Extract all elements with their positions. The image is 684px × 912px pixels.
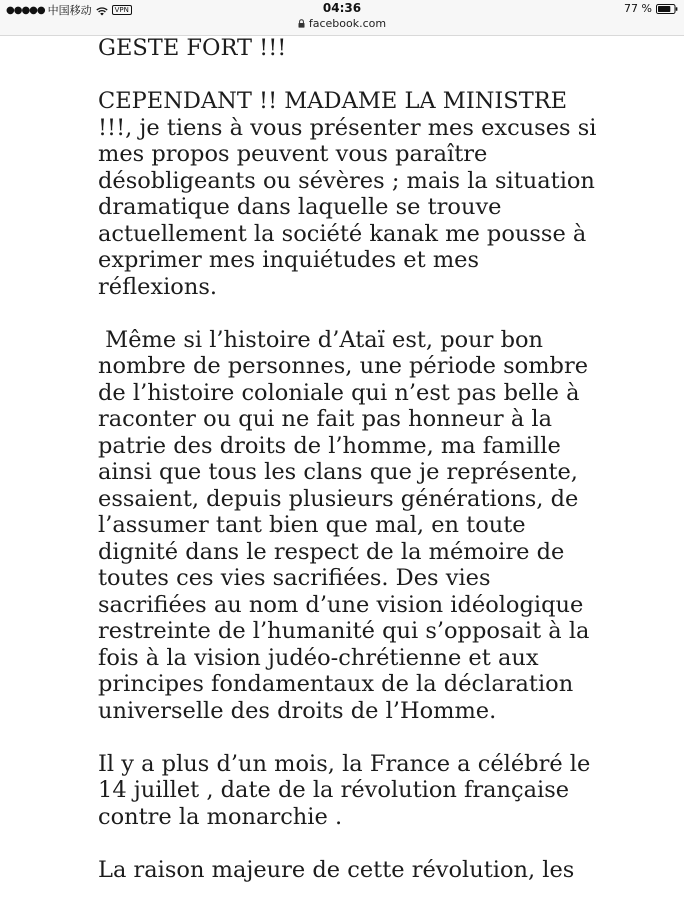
paragraph-raison-majeure: La raison majeure de cette révolution, les (98, 856, 575, 883)
battery-percent: 77 % (624, 2, 652, 15)
article-body (98, 35, 598, 910)
url-text: facebook.com (308, 17, 387, 30)
vpn-badge: VPN (112, 5, 132, 15)
carrier-name: 中国移动 (47, 4, 92, 17)
lock-icon (298, 18, 305, 27)
status-right (624, 2, 678, 15)
paragraph-14-juillet: Il y a plus d’un mois, la France a célébré le 14 juillet , date de la révolution française contre la monarchie . (98, 750, 591, 830)
status-bar (0, 0, 684, 36)
battery-icon (656, 4, 678, 14)
paragraph-geste-fort: GESTE FORT !!! (98, 35, 287, 61)
status-time: 04:36 (322, 1, 362, 15)
paragraph-histoire-atai: Même si l’histoire d’Ataï est, pour bon nombre de personnes, une période sombre de l’histoire coloniale qui n’est pas belle à raconter ou qui ne fait pas honneur à la patrie des droits de l’homme, ma famille ainsi que tous les clans que je représente, essaient, depuis plusieurs générations, de l’assumer tant bien que mal, en toute dignité dans le respect de la mémoire de toutes ces vies sacrifiées. Des vies sacrifiées au nom d’une vision idéologique restreinte de l’humanité qui s’opposait à la fois à la vision judéo-chrétienne et aux principes fondamentaux de la déclaration universelle des droits de l’Homme. (98, 326, 597, 724)
paragraph-cependant: CEPENDANT !! MADAME LA MINISTRE !!!, je tiens à vous présenter mes excuses si mes propos peuvent vous paraître désobligeants ou sévères ; mais la situation dramatique dans laquelle se trouve actuellement la société kanak me pousse à exprimer mes inquiétudes et mes réflexions. (98, 88, 597, 300)
address-bar[interactable] (0, 17, 684, 30)
signal-strength-icon: ●●●●● (6, 4, 45, 16)
